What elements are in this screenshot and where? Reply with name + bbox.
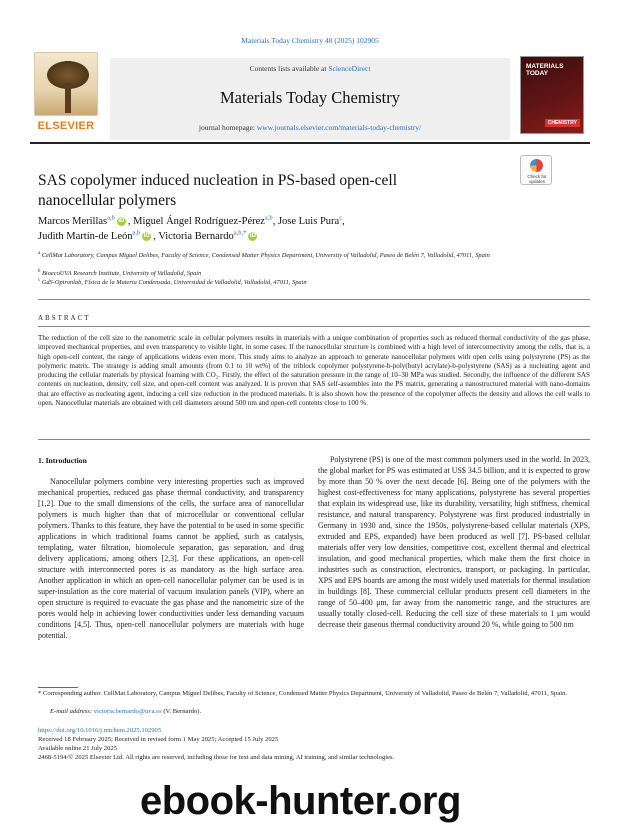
orcid-icon[interactable]: iD: [249, 233, 256, 240]
orcid-icon[interactable]: iD: [118, 218, 125, 225]
publisher-name: ELSEVIER: [37, 120, 95, 132]
author-name[interactable]: Miguel Ángel Rodríguez-Pérez: [133, 216, 265, 227]
author-line-2: [38, 231, 598, 242]
contents-line: [110, 64, 510, 73]
section-heading-introduction: 1. Introduction: [38, 456, 87, 465]
elsevier-logo[interactable]: [30, 52, 102, 132]
contents-prefix: Contents lists available at: [249, 64, 329, 73]
abstract-heading-underline: [38, 326, 590, 327]
homepage-prefix: journal homepage:: [198, 123, 257, 132]
abstract-divider-bottom: [38, 439, 590, 440]
check-updates-icon: [530, 159, 543, 172]
author-separator: ,: [127, 216, 131, 227]
email-label: E-mail address:: [50, 708, 94, 715]
cover-tag: CHEMISTRY: [545, 119, 580, 127]
journal-cover-thumbnail[interactable]: [520, 56, 584, 134]
available-online: Available online 21 July 2025: [38, 745, 117, 752]
author-affiliation-sup[interactable]: a,b,*: [233, 229, 247, 237]
homepage-line: [110, 123, 510, 132]
author-separator: ,: [342, 216, 345, 227]
author-name[interactable]: Victoria Bernardo: [158, 231, 234, 242]
author-affiliation-sup[interactable]: a,b: [132, 229, 141, 237]
affiliation-c: [38, 279, 598, 286]
abstract-heading: ABSTRACT: [38, 314, 91, 322]
affiliation-sup: b: [38, 268, 41, 274]
received-dates: Received 18 February 2025; Received in revised form 1 May 2025; Accepted 15 July 2025: [38, 736, 279, 743]
abstract-text: The reduction of the cell size to the nanometric scale in cellular polymers results in materials with a unique combination of properties such as reduced thermal conductivity of the gas phase, improved mechanical properties, and even transparency to visible light, in some cases. If the nanocellular structure is combined with a high level of interconnectivity among the cells, that is, a high open-cell content, the range of applications widens even more. This study aims to analyze an approach to generate nanocellular polymers with open cells using polystyrene (PS) as the polymeric matrix. The strategy is adding small amounts (from 0.1 to 10 wt%) of the triblock copolymer polystyrene-b-poly(butyl acrylate)-b-polystyrene (SAS) as a nucleating agent and producing the cellular materials by physical foaming with CO₂. Firstly, the effect of the saturation pressure in the range of 10–30 MPa was studied. Secondly, the influence of the different SAS contents on nucleation, density, cell size, and open-cell content was analyzed. It is proven that SAS self-assembles into the PS matrix, generating a nanostructured material with nano-domains that are effective as nucleating agent, inducing a cell size reduction in the produced materials. It is also shown how the presence of the copolymer affects the density and allows the cell walls to open. Nanocellular materials are obtained with cell diameters around 500 nm and open-cell contents close to 100 %.: [38, 334, 590, 408]
watermark: [140, 779, 620, 827]
author-email-link[interactable]: victoria.bernardo@uva.es: [93, 708, 162, 715]
check-updates-label: Check for updates: [527, 174, 547, 184]
header-divider: [30, 142, 590, 144]
author-affiliation-sup[interactable]: c: [339, 214, 343, 222]
doi-link[interactable]: https://doi.org/10.1016/j.mtchem.2025.102905: [38, 727, 162, 734]
orcid-icon[interactable]: iD: [143, 233, 150, 240]
affiliation-text: BioecoUVA Research Institute, University of Valladolid, Spain: [42, 270, 202, 277]
abstract-divider-top: [38, 299, 590, 300]
affiliation-b: [38, 270, 598, 277]
journal-homepage-link[interactable]: www.journals.elsevier.com/materials-today-chemistry/: [256, 123, 422, 132]
article-title-line-1: SAS copolymer induced nucleation in PS-based open-cell: [38, 172, 398, 189]
author-affiliation-sup[interactable]: a,b: [107, 214, 115, 222]
copyright-line: 2468-5194/© 2025 Elsevier Ltd. All rights are reserved, including those for text and data mining, AI training, and similar technologies.: [38, 754, 395, 761]
journal-title: Materials Today Chemistry: [219, 88, 400, 107]
journal-reference[interactable]: Materials Today Chemistry 48 (2025) 102905: [241, 36, 379, 45]
affiliation-text: CellMat Laboratory, Campus Miguel Delibes, Faculty of Science, Condensed Matter Physics Department, University of Valladolid, Paseo de Belén 7, Valladolid, 47011, Spain: [41, 252, 490, 259]
email-suffix: (V. Bernardo).: [161, 708, 202, 715]
watermark-text: ebook-hunter.org: [140, 779, 461, 823]
affiliation-a: [38, 252, 598, 259]
author-line-1: [38, 216, 598, 227]
author-name[interactable]: Marcos Merillas: [38, 216, 108, 227]
footnote-divider: [38, 687, 78, 688]
author-name[interactable]: Judith Martín-de León: [38, 231, 133, 242]
author-name[interactable]: Jose Luis Pura: [277, 216, 340, 227]
email-line: [50, 708, 201, 715]
intro-paragraph-right: Polystyrene (PS) is one of the most common polymers used in the world. In 2023, the global market for PS was estimated at US$ 34.5 billion, and it is expected to grow by more than 50 % over the next decade [6]. Being one of the polymers with the highest cost-effectiveness for many applications, polystyrene has several properties that explain its widespread use, like its durability, versatility, high stiffness, chemical resistance, and natural transparency. Polystyrene was first produced industrially in Germany in 1930 and, since the 1950s, polystyrene-based cellular materials (XPS, extruded and EPS, expanded) have been produced as well [7]. PS-based cellular materials offer very low densities, competitive cost, excellent thermal and electrical insulation, and good mechanical properties, which make them the first choice in industries such as construction, electronics, transport, or packaging. In particular, XPS and EPS boards are among the most widely used materials for thermal insulation in buildings [8]. These commercial cellular products present cell diameters in the range of 50–400 μm, far away from the nanometric range, and the structures are usually totally closed-cell. Reducing the cell size of these materials to 1 μm would decrease their gaseous thermal conductivity around 20 %, while going to 500 nm: [318, 455, 590, 629]
intro-paragraph-left: Nanocellular polymers combine very interesting properties such as improved mechanical properties, reduced gas phase thermal conductivity, and transparency [1,2]. Due to the small dimensions of the cells, the surface area of nanocellular polymers is much higher than that of microcellular or conventional cellular polymers. Thanks to this feature, they have the potential to be used in some specific applications in which traditional foams cannot be applied, such as catalysis, templating, water filtration, biomolecule separation, gas separation, and drug delivery applications, among others [2,3]. For these applications, an open-cell structure with interconnected pores is as mandatory as the high surface area. Another application in which an open-cell nanocellular polymer can be used is in super-insulation as the core material of vacuum insulation panels (VIP), where an open structure is required to evacuate the gas phase and the nanometric size of the pores would help in achieving lower conductivities under less demanding vacuum conditions [4,5]. Thus, open-cell nanocellular polymers are materials with huge potential.: [38, 477, 304, 640]
article-title-line-2: nanocellular polymers: [38, 192, 177, 209]
author-separator: ,: [153, 231, 156, 242]
author-affiliation-sup[interactable]: a,b: [264, 214, 273, 222]
sciencedirect-link[interactable]: ScienceDirect: [328, 64, 371, 73]
check-for-updates-button[interactable]: [520, 155, 552, 185]
affiliation-text: GdS-Optronlab, Física de la Materia Condensada, Universidad de Valladolid, Valladolid, 47011, Spain: [41, 279, 307, 286]
elsevier-tree-icon: [34, 52, 98, 116]
cover-title: MATERIALS TODAY: [526, 63, 564, 77]
article-title: [38, 171, 488, 211]
corresponding-author-note: * Corresponding author. CellMat Laboratory, Campus Miguel Delibes, Faculty of Science, Condensed Matter Physics Department, University of Valladolid, Paseo de Belén 7, Valladolid, 47011, Spain.: [38, 690, 568, 697]
affiliation-sup: c: [38, 277, 41, 283]
author-separator: ,: [272, 216, 276, 227]
publication-info: [38, 726, 590, 762]
affiliation-sup: a: [38, 250, 41, 256]
